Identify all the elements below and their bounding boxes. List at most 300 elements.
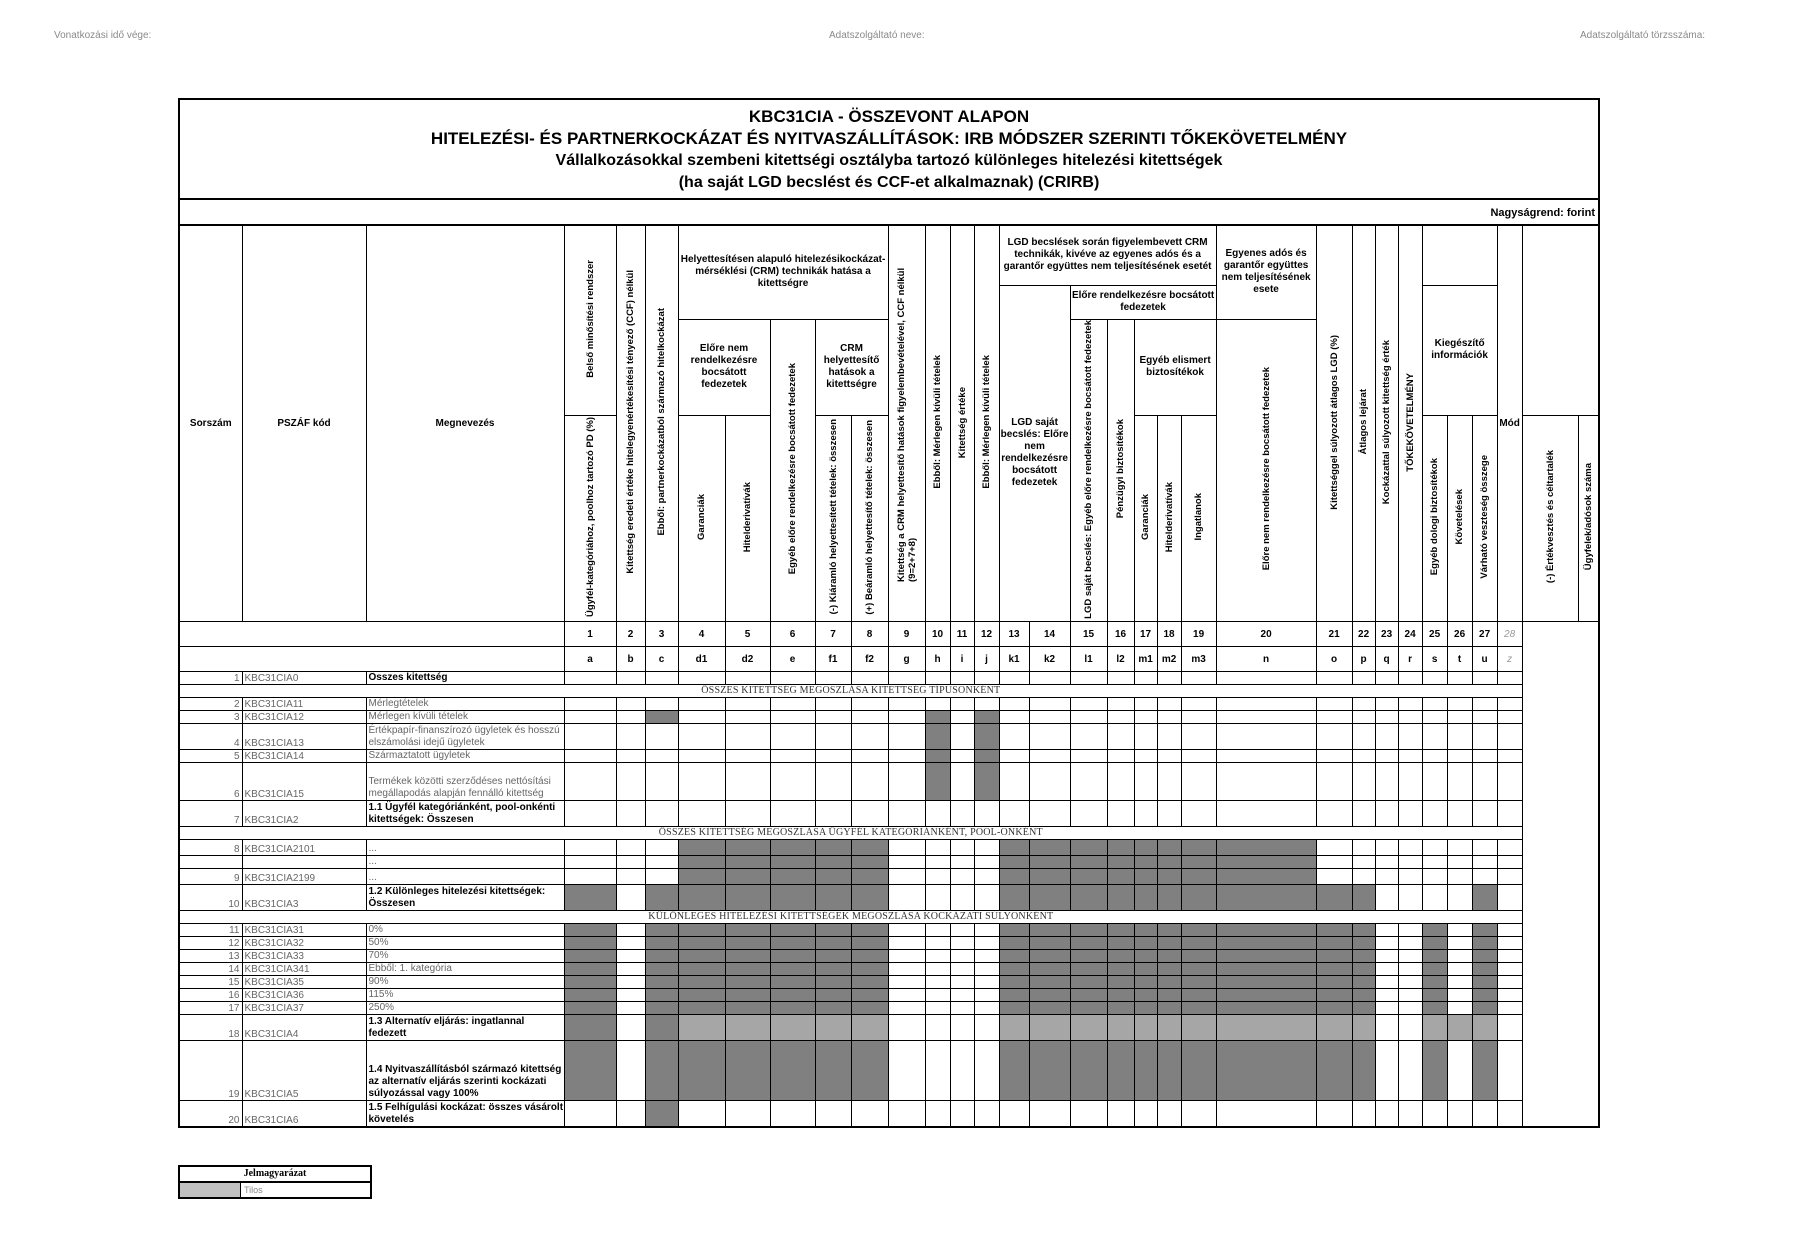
- input-cell[interactable]: [564, 763, 616, 801]
- input-cell[interactable]: [1216, 750, 1316, 763]
- input-cell[interactable]: [925, 1101, 950, 1127]
- input-cell[interactable]: [1070, 724, 1107, 750]
- input-cell[interactable]: [616, 950, 645, 963]
- input-cell[interactable]: [974, 950, 999, 963]
- input-cell[interactable]: [1497, 1101, 1522, 1127]
- input-cell[interactable]: [770, 711, 815, 724]
- input-cell[interactable]: [616, 724, 645, 750]
- input-cell[interactable]: [888, 924, 925, 937]
- input-cell[interactable]: [1157, 711, 1181, 724]
- input-cell[interactable]: [1422, 801, 1447, 827]
- input-cell[interactable]: [1398, 976, 1422, 989]
- input-cell[interactable]: [616, 698, 645, 711]
- input-cell[interactable]: [999, 672, 1029, 685]
- input-cell[interactable]: [925, 963, 950, 976]
- input-cell[interactable]: [645, 698, 678, 711]
- input-cell[interactable]: [1216, 698, 1316, 711]
- input-cell[interactable]: [950, 963, 974, 976]
- input-cell[interactable]: [851, 801, 888, 827]
- input-cell[interactable]: [1447, 937, 1472, 950]
- input-cell[interactable]: [770, 750, 815, 763]
- input-cell[interactable]: [1497, 750, 1522, 763]
- input-cell[interactable]: [616, 989, 645, 1002]
- input-cell[interactable]: [925, 924, 950, 937]
- input-cell[interactable]: [950, 885, 974, 911]
- input-cell[interactable]: [1216, 763, 1316, 801]
- input-cell[interactable]: [564, 840, 616, 856]
- input-cell[interactable]: [1375, 840, 1398, 856]
- input-cell[interactable]: [770, 698, 815, 711]
- input-cell[interactable]: [1181, 711, 1216, 724]
- input-cell[interactable]: [950, 672, 974, 685]
- input-cell[interactable]: [645, 840, 678, 856]
- input-cell[interactable]: [1352, 763, 1375, 801]
- input-cell[interactable]: [999, 801, 1029, 827]
- input-cell[interactable]: [616, 1101, 645, 1127]
- input-cell[interactable]: [950, 869, 974, 885]
- input-cell[interactable]: [1447, 711, 1472, 724]
- input-cell[interactable]: [950, 950, 974, 963]
- input-cell[interactable]: [851, 711, 888, 724]
- input-cell[interactable]: [1472, 1101, 1497, 1127]
- input-cell[interactable]: [925, 869, 950, 885]
- input-cell[interactable]: [616, 801, 645, 827]
- input-cell[interactable]: [1375, 672, 1398, 685]
- input-cell[interactable]: [1398, 924, 1422, 937]
- input-cell[interactable]: [1472, 840, 1497, 856]
- input-cell[interactable]: [1447, 763, 1472, 801]
- input-cell[interactable]: [1497, 763, 1522, 801]
- input-cell[interactable]: [925, 698, 950, 711]
- input-cell[interactable]: [1375, 937, 1398, 950]
- input-cell[interactable]: [950, 937, 974, 950]
- input-cell[interactable]: [925, 989, 950, 1002]
- input-cell[interactable]: [1497, 937, 1522, 950]
- input-cell[interactable]: [1070, 698, 1107, 711]
- input-cell[interactable]: [1398, 885, 1422, 911]
- input-cell[interactable]: [888, 989, 925, 1002]
- input-cell[interactable]: [1398, 672, 1422, 685]
- input-cell[interactable]: [888, 840, 925, 856]
- input-cell[interactable]: [1375, 869, 1398, 885]
- input-cell[interactable]: [564, 672, 616, 685]
- input-cell[interactable]: [974, 937, 999, 950]
- input-cell[interactable]: [950, 698, 974, 711]
- input-cell[interactable]: [1398, 856, 1422, 869]
- input-cell[interactable]: [815, 711, 851, 724]
- input-cell[interactable]: [1447, 698, 1472, 711]
- input-cell[interactable]: [925, 840, 950, 856]
- input-cell[interactable]: [1352, 711, 1375, 724]
- input-cell[interactable]: [770, 801, 815, 827]
- input-cell[interactable]: [888, 950, 925, 963]
- input-cell[interactable]: [678, 763, 725, 801]
- input-cell[interactable]: [1447, 1002, 1472, 1015]
- input-cell[interactable]: [770, 724, 815, 750]
- input-cell[interactable]: [1497, 698, 1522, 711]
- input-cell[interactable]: [974, 924, 999, 937]
- input-cell[interactable]: [1422, 856, 1447, 869]
- input-cell[interactable]: [1181, 698, 1216, 711]
- input-cell[interactable]: [1398, 1002, 1422, 1015]
- input-cell[interactable]: [1375, 711, 1398, 724]
- input-cell[interactable]: [950, 1101, 974, 1127]
- input-cell[interactable]: [974, 856, 999, 869]
- input-cell[interactable]: [1029, 763, 1070, 801]
- input-cell[interactable]: [1181, 750, 1216, 763]
- input-cell[interactable]: [999, 698, 1029, 711]
- input-cell[interactable]: [925, 1015, 950, 1041]
- input-cell[interactable]: [815, 750, 851, 763]
- input-cell[interactable]: [645, 724, 678, 750]
- input-cell[interactable]: [1029, 750, 1070, 763]
- input-cell[interactable]: [925, 1002, 950, 1015]
- input-cell[interactable]: [974, 1015, 999, 1041]
- input-cell[interactable]: [1422, 698, 1447, 711]
- input-cell[interactable]: [950, 840, 974, 856]
- input-cell[interactable]: [950, 976, 974, 989]
- input-cell[interactable]: [1316, 856, 1352, 869]
- input-cell[interactable]: [1375, 698, 1398, 711]
- input-cell[interactable]: [564, 869, 616, 885]
- input-cell[interactable]: [1352, 1101, 1375, 1127]
- input-cell[interactable]: [1181, 801, 1216, 827]
- input-cell[interactable]: [1447, 976, 1472, 989]
- input-cell[interactable]: [1134, 711, 1157, 724]
- input-cell[interactable]: [925, 856, 950, 869]
- input-cell[interactable]: [564, 711, 616, 724]
- input-cell[interactable]: [1352, 672, 1375, 685]
- input-cell[interactable]: [1316, 698, 1352, 711]
- input-cell[interactable]: [815, 763, 851, 801]
- input-cell[interactable]: [1497, 856, 1522, 869]
- input-cell[interactable]: [1497, 711, 1522, 724]
- input-cell[interactable]: [725, 750, 770, 763]
- input-cell[interactable]: [1134, 1101, 1157, 1127]
- input-cell[interactable]: [678, 1101, 725, 1127]
- input-cell[interactable]: [1472, 869, 1497, 885]
- input-cell[interactable]: [616, 1015, 645, 1041]
- input-cell[interactable]: [564, 801, 616, 827]
- input-cell[interactable]: [999, 724, 1029, 750]
- input-cell[interactable]: [616, 856, 645, 869]
- input-cell[interactable]: [1375, 950, 1398, 963]
- input-cell[interactable]: [1472, 801, 1497, 827]
- input-cell[interactable]: [770, 763, 815, 801]
- input-cell[interactable]: [950, 1002, 974, 1015]
- input-cell[interactable]: [974, 698, 999, 711]
- input-cell[interactable]: [1422, 750, 1447, 763]
- input-cell[interactable]: [1181, 763, 1216, 801]
- input-cell[interactable]: [974, 963, 999, 976]
- input-cell[interactable]: [1447, 724, 1472, 750]
- input-cell[interactable]: [1447, 840, 1472, 856]
- input-cell[interactable]: [1472, 724, 1497, 750]
- input-cell[interactable]: [1497, 672, 1522, 685]
- input-cell[interactable]: [1447, 924, 1472, 937]
- input-cell[interactable]: [616, 869, 645, 885]
- input-cell[interactable]: [1497, 801, 1522, 827]
- input-cell[interactable]: [1157, 724, 1181, 750]
- input-cell[interactable]: [1398, 1101, 1422, 1127]
- input-cell[interactable]: [1375, 989, 1398, 1002]
- input-cell[interactable]: [851, 750, 888, 763]
- input-cell[interactable]: [616, 924, 645, 937]
- input-cell[interactable]: [1316, 801, 1352, 827]
- input-cell[interactable]: [950, 724, 974, 750]
- input-cell[interactable]: [1216, 724, 1316, 750]
- input-cell[interactable]: [678, 801, 725, 827]
- input-cell[interactable]: [564, 856, 616, 869]
- input-cell[interactable]: [1497, 976, 1522, 989]
- input-cell[interactable]: [1029, 724, 1070, 750]
- input-cell[interactable]: [950, 711, 974, 724]
- input-cell[interactable]: [1398, 869, 1422, 885]
- input-cell[interactable]: [1472, 711, 1497, 724]
- input-cell[interactable]: [1375, 1015, 1398, 1041]
- input-cell[interactable]: [974, 989, 999, 1002]
- input-cell[interactable]: [616, 672, 645, 685]
- input-cell[interactable]: [950, 763, 974, 801]
- input-cell[interactable]: [1181, 672, 1216, 685]
- input-cell[interactable]: [1352, 869, 1375, 885]
- input-cell[interactable]: [1157, 801, 1181, 827]
- input-cell[interactable]: [1134, 724, 1157, 750]
- input-cell[interactable]: [1447, 1041, 1472, 1101]
- input-cell[interactable]: [1497, 885, 1522, 911]
- input-cell[interactable]: [564, 750, 616, 763]
- input-cell[interactable]: [616, 750, 645, 763]
- input-cell[interactable]: [1375, 1101, 1398, 1127]
- input-cell[interactable]: [1447, 950, 1472, 963]
- input-cell[interactable]: [645, 801, 678, 827]
- input-cell[interactable]: [616, 1002, 645, 1015]
- input-cell[interactable]: [1134, 763, 1157, 801]
- input-cell[interactable]: [974, 672, 999, 685]
- input-cell[interactable]: [925, 950, 950, 963]
- input-cell[interactable]: [1107, 698, 1134, 711]
- input-cell[interactable]: [1157, 672, 1181, 685]
- input-cell[interactable]: [678, 672, 725, 685]
- input-cell[interactable]: [1375, 924, 1398, 937]
- input-cell[interactable]: [974, 801, 999, 827]
- input-cell[interactable]: [1157, 750, 1181, 763]
- input-cell[interactable]: [1375, 724, 1398, 750]
- input-cell[interactable]: [770, 672, 815, 685]
- input-cell[interactable]: [1447, 1101, 1472, 1127]
- input-cell[interactable]: [616, 937, 645, 950]
- input-cell[interactable]: [999, 763, 1029, 801]
- input-cell[interactable]: [645, 763, 678, 801]
- input-cell[interactable]: [1398, 724, 1422, 750]
- input-cell[interactable]: [1497, 1002, 1522, 1015]
- input-cell[interactable]: [999, 711, 1029, 724]
- input-cell[interactable]: [1157, 763, 1181, 801]
- input-cell[interactable]: [1447, 672, 1472, 685]
- input-cell[interactable]: [1398, 698, 1422, 711]
- input-cell[interactable]: [1398, 1015, 1422, 1041]
- input-cell[interactable]: [1398, 711, 1422, 724]
- input-cell[interactable]: [888, 763, 925, 801]
- input-cell[interactable]: [974, 1002, 999, 1015]
- input-cell[interactable]: [616, 763, 645, 801]
- input-cell[interactable]: [678, 698, 725, 711]
- input-cell[interactable]: [1447, 963, 1472, 976]
- input-cell[interactable]: [950, 856, 974, 869]
- input-cell[interactable]: [1029, 698, 1070, 711]
- input-cell[interactable]: [1497, 840, 1522, 856]
- input-cell[interactable]: [1375, 801, 1398, 827]
- input-cell[interactable]: [645, 869, 678, 885]
- input-cell[interactable]: [888, 724, 925, 750]
- input-cell[interactable]: [1375, 763, 1398, 801]
- input-cell[interactable]: [616, 1041, 645, 1101]
- input-cell[interactable]: [725, 801, 770, 827]
- input-cell[interactable]: [1375, 1041, 1398, 1101]
- input-cell[interactable]: [888, 937, 925, 950]
- input-cell[interactable]: [974, 840, 999, 856]
- input-cell[interactable]: [725, 724, 770, 750]
- input-cell[interactable]: [616, 963, 645, 976]
- input-cell[interactable]: [725, 763, 770, 801]
- input-cell[interactable]: [851, 1101, 888, 1127]
- input-cell[interactable]: [1398, 840, 1422, 856]
- input-cell[interactable]: [1398, 750, 1422, 763]
- input-cell[interactable]: [974, 976, 999, 989]
- input-cell[interactable]: [616, 885, 645, 911]
- input-cell[interactable]: [999, 1101, 1029, 1127]
- input-cell[interactable]: [888, 963, 925, 976]
- input-cell[interactable]: [1447, 989, 1472, 1002]
- input-cell[interactable]: [725, 672, 770, 685]
- input-cell[interactable]: [1447, 885, 1472, 911]
- input-cell[interactable]: [1352, 856, 1375, 869]
- input-cell[interactable]: [1422, 672, 1447, 685]
- input-cell[interactable]: [1216, 801, 1316, 827]
- input-cell[interactable]: [1472, 763, 1497, 801]
- input-cell[interactable]: [815, 698, 851, 711]
- input-cell[interactable]: [1157, 1101, 1181, 1127]
- input-cell[interactable]: [1134, 750, 1157, 763]
- input-cell[interactable]: [1316, 750, 1352, 763]
- input-cell[interactable]: [1134, 672, 1157, 685]
- input-cell[interactable]: [851, 724, 888, 750]
- input-cell[interactable]: [1398, 763, 1422, 801]
- input-cell[interactable]: [851, 672, 888, 685]
- input-cell[interactable]: [851, 763, 888, 801]
- input-cell[interactable]: [1472, 698, 1497, 711]
- input-cell[interactable]: [1398, 937, 1422, 950]
- input-cell[interactable]: [851, 698, 888, 711]
- input-cell[interactable]: [1070, 1101, 1107, 1127]
- input-cell[interactable]: [925, 937, 950, 950]
- input-cell[interactable]: [1316, 711, 1352, 724]
- input-cell[interactable]: [1497, 924, 1522, 937]
- input-cell[interactable]: [888, 698, 925, 711]
- input-cell[interactable]: [1447, 869, 1472, 885]
- input-cell[interactable]: [950, 1015, 974, 1041]
- input-cell[interactable]: [888, 976, 925, 989]
- input-cell[interactable]: [888, 1002, 925, 1015]
- input-cell[interactable]: [1472, 750, 1497, 763]
- input-cell[interactable]: [1316, 1101, 1352, 1127]
- input-cell[interactable]: [815, 801, 851, 827]
- input-cell[interactable]: [1422, 1101, 1447, 1127]
- input-cell[interactable]: [1375, 1002, 1398, 1015]
- input-cell[interactable]: [815, 724, 851, 750]
- input-cell[interactable]: [888, 801, 925, 827]
- input-cell[interactable]: [888, 672, 925, 685]
- input-cell[interactable]: [925, 672, 950, 685]
- input-cell[interactable]: [925, 885, 950, 911]
- input-cell[interactable]: [925, 801, 950, 827]
- input-cell[interactable]: [1472, 672, 1497, 685]
- input-cell[interactable]: [1447, 856, 1472, 869]
- input-cell[interactable]: [888, 750, 925, 763]
- input-cell[interactable]: [1497, 869, 1522, 885]
- input-cell[interactable]: [1375, 885, 1398, 911]
- input-cell[interactable]: [1352, 840, 1375, 856]
- input-cell[interactable]: [1398, 963, 1422, 976]
- input-cell[interactable]: [1029, 672, 1070, 685]
- input-cell[interactable]: [888, 856, 925, 869]
- input-cell[interactable]: [1497, 1041, 1522, 1101]
- input-cell[interactable]: [1134, 801, 1157, 827]
- input-cell[interactable]: [888, 1041, 925, 1101]
- input-cell[interactable]: [564, 724, 616, 750]
- input-cell[interactable]: [1422, 869, 1447, 885]
- input-cell[interactable]: [678, 724, 725, 750]
- input-cell[interactable]: [725, 698, 770, 711]
- input-cell[interactable]: [974, 1101, 999, 1127]
- input-cell[interactable]: [1375, 856, 1398, 869]
- input-cell[interactable]: [1375, 963, 1398, 976]
- input-cell[interactable]: [770, 1101, 815, 1127]
- input-cell[interactable]: [1398, 1041, 1422, 1101]
- input-cell[interactable]: [888, 1101, 925, 1127]
- input-cell[interactable]: [1398, 801, 1422, 827]
- input-cell[interactable]: [1422, 724, 1447, 750]
- input-cell[interactable]: [974, 869, 999, 885]
- input-cell[interactable]: [1029, 801, 1070, 827]
- input-cell[interactable]: [1157, 698, 1181, 711]
- input-cell[interactable]: [888, 885, 925, 911]
- input-cell[interactable]: [1422, 840, 1447, 856]
- input-cell[interactable]: [1497, 989, 1522, 1002]
- input-cell[interactable]: [1070, 801, 1107, 827]
- input-cell[interactable]: [725, 1101, 770, 1127]
- input-cell[interactable]: [1422, 885, 1447, 911]
- input-cell[interactable]: [1216, 672, 1316, 685]
- input-cell[interactable]: [616, 976, 645, 989]
- input-cell[interactable]: [1181, 724, 1216, 750]
- input-cell[interactable]: [564, 1101, 616, 1127]
- input-cell[interactable]: [950, 750, 974, 763]
- input-cell[interactable]: [1422, 763, 1447, 801]
- input-cell[interactable]: [950, 801, 974, 827]
- input-cell[interactable]: [1447, 801, 1472, 827]
- input-cell[interactable]: [645, 672, 678, 685]
- input-cell[interactable]: [645, 750, 678, 763]
- input-cell[interactable]: [678, 750, 725, 763]
- input-cell[interactable]: [1181, 1101, 1216, 1127]
- input-cell[interactable]: [678, 711, 725, 724]
- input-cell[interactable]: [616, 711, 645, 724]
- input-cell[interactable]: [950, 989, 974, 1002]
- input-cell[interactable]: [999, 750, 1029, 763]
- input-cell[interactable]: [1070, 711, 1107, 724]
- input-cell[interactable]: [1316, 840, 1352, 856]
